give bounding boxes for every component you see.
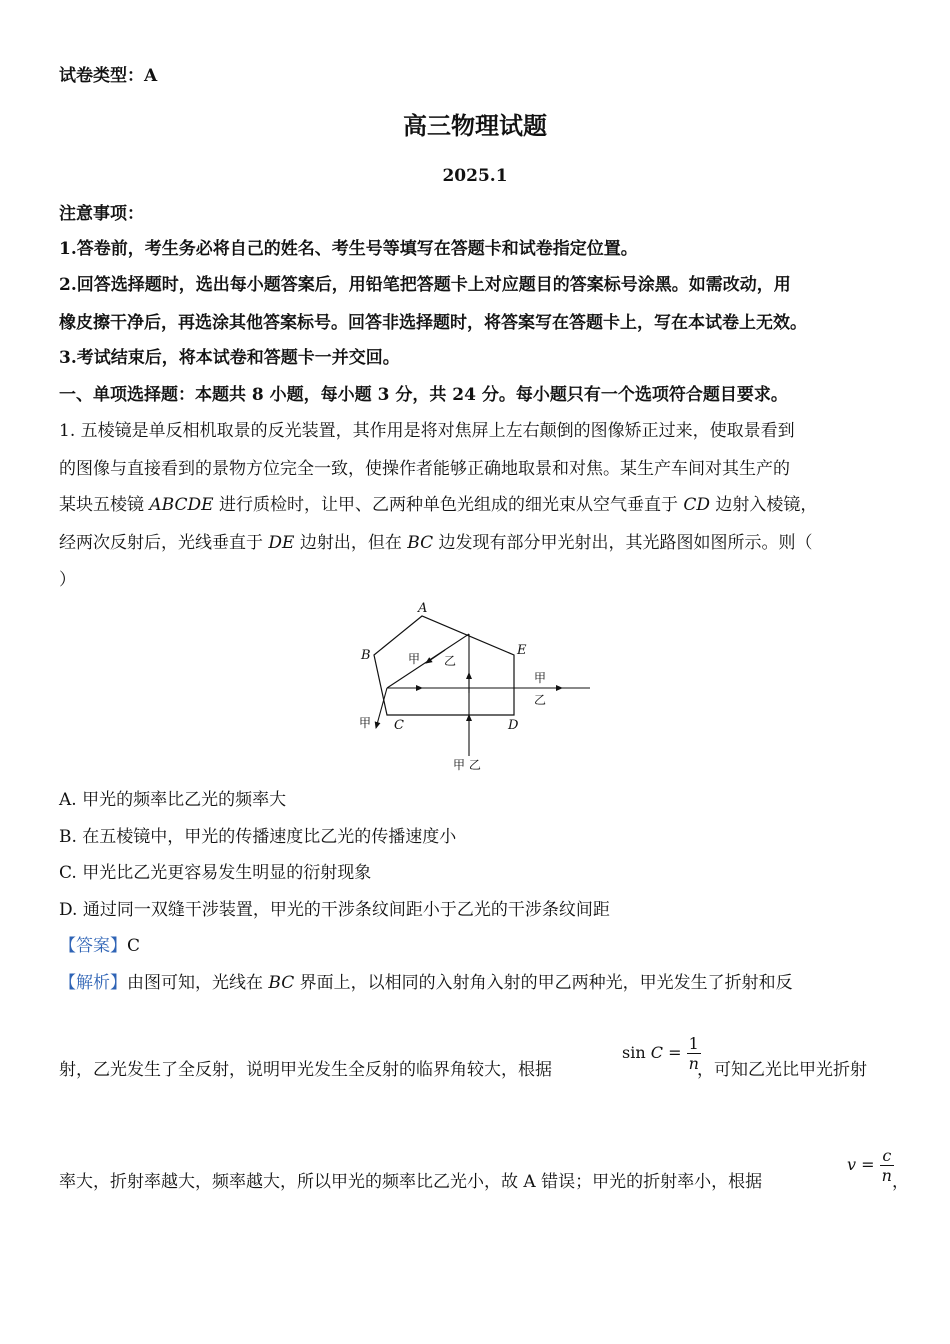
vertex-label-e: E bbox=[517, 643, 527, 658]
answer-tag: 【答案】 bbox=[59, 936, 127, 956]
fraction-numerator: 1 bbox=[687, 1034, 701, 1054]
ray-label-yi-inside: 乙 bbox=[444, 654, 457, 668]
text-span: 边射入棱镜， bbox=[710, 495, 818, 515]
option-a: A. 甲光的频率比乙光的频率大 bbox=[59, 790, 287, 810]
ray-direction-mark-2 bbox=[426, 650, 445, 663]
question-1-line-2: 的图像与直接看到的景物方位完全一致，使操作者能够正确地取景和对焦。某生产车间对其生产的 bbox=[59, 459, 790, 479]
option-b: B. 在五棱镜中，甲光的传播速度比乙光的传播速度小 bbox=[59, 827, 457, 847]
ray-label-jia-inside: 甲 bbox=[408, 652, 421, 666]
answer-line bbox=[59, 935, 899, 957]
text-span: 界面上，以相同的入射角入射的甲乙两种光，甲光发生了折射和反 bbox=[294, 973, 793, 993]
notice-item-1: 1.答卷前，考生务必将自己的姓名、考生号等填写在答题卡和试卷指定位置。 bbox=[59, 239, 638, 259]
notice-heading: 注意事项： bbox=[59, 204, 144, 224]
notice-item-3: 3.考试结束后，将本试卷和答题卡一并交回。 bbox=[59, 348, 400, 368]
analysis-tag: 【解析】 bbox=[59, 973, 127, 993]
formula-sin-critical-angle bbox=[622, 1034, 701, 1073]
pentaprism-diagram bbox=[350, 598, 600, 780]
question-1-line-5: ） bbox=[59, 570, 76, 590]
exam-date: 2025.1 bbox=[442, 166, 508, 186]
formula-eq: = bbox=[861, 1155, 875, 1174]
ray-label-jia-refracted: 甲 bbox=[359, 716, 372, 730]
vertex-label-b: B bbox=[361, 648, 371, 663]
formula-fn: sin bbox=[622, 1043, 646, 1062]
analysis-line-3-start: 率大，折射率越大，频率越大，所以甲光的频率比乙光小，故 A 错误；甲光的折射率小，根据 bbox=[59, 1172, 763, 1192]
page-title: 高三物理试题 bbox=[403, 111, 547, 140]
analysis-line-1 bbox=[59, 972, 899, 994]
ray-label-yi-exit: 乙 bbox=[534, 693, 547, 707]
question-1-line-1: 1. 五棱镜是单反相机取景的反光装置，其作用是将对焦屏上左右颠倒的图像矫正过来，使取景看到 bbox=[59, 421, 795, 441]
vertex-label-c: C bbox=[394, 718, 404, 733]
option-c: C. 甲光比乙光更容易发生明显的衍射现象 bbox=[59, 863, 372, 883]
text-span: 边射出，但在 bbox=[294, 533, 408, 553]
section-heading: 一、单项选择题：本题共 8 小题，每小题 3 分，共 24 分。每小题只有一个选项符合题目要求。 bbox=[59, 385, 788, 405]
prism-name: ABCDE bbox=[149, 495, 214, 515]
option-d: D. 通过同一双缝干涉装置，甲光的干涉条纹间距小于乙光的干涉条纹间距 bbox=[59, 900, 610, 920]
analysis-line-3-end: ， bbox=[892, 1172, 909, 1192]
formula-eq: = bbox=[668, 1043, 682, 1062]
formula-var: C bbox=[650, 1043, 663, 1062]
notice-item-2-line-2: 橡皮擦干净后，再选涂其他答案标号。回答非选择题时，将答案写在答题卡上，写在本试卷上无效。 bbox=[59, 313, 807, 333]
edge-name: CD bbox=[683, 495, 710, 515]
fraction-denominator: n bbox=[688, 1054, 699, 1073]
formula-var: v bbox=[847, 1155, 857, 1174]
text-span: 某块五棱镜 bbox=[59, 495, 150, 515]
ray-label-incident: 甲 乙 bbox=[453, 758, 481, 772]
vertex-label-d: D bbox=[508, 718, 519, 733]
paper-type: 试卷类型：A bbox=[59, 66, 158, 86]
text-span: 边发现有部分甲光射出，其光路图如图所示。则（ bbox=[433, 533, 813, 553]
text-span: 进行质检时，让甲、乙两种单色光组成的细光束从空气垂直于 bbox=[213, 495, 684, 515]
edge-name: BC bbox=[407, 533, 434, 553]
fraction-denominator: n bbox=[881, 1166, 892, 1185]
text-span: 由图可知，光线在 bbox=[127, 973, 269, 993]
formula-speed-in-medium bbox=[847, 1146, 894, 1185]
analysis-line-2-start: 射，乙光发生了全反射，说明甲光发生全反射的临界角较大，根据 bbox=[59, 1060, 552, 1080]
answer-value: C bbox=[127, 936, 141, 956]
question-1-line-3 bbox=[59, 494, 899, 516]
fraction-numerator: c bbox=[880, 1146, 894, 1166]
edge-name: DE bbox=[268, 533, 295, 553]
notice-item-2-line-1: 2.回答选择题时，选出每小题答案后，用铅笔把答题卡上对应题目的答案标号涂黑。如需改动，用 bbox=[59, 275, 791, 295]
analysis-line-2-end: ，可知乙光比甲光折射 bbox=[697, 1060, 867, 1080]
text-span: 经两次反射后，光线垂直于 bbox=[59, 533, 269, 553]
vertex-label-a: A bbox=[418, 601, 428, 616]
question-1-line-4 bbox=[59, 532, 899, 554]
edge-name: BC bbox=[268, 973, 295, 993]
ray-label-jia-exit: 甲 bbox=[534, 671, 547, 685]
